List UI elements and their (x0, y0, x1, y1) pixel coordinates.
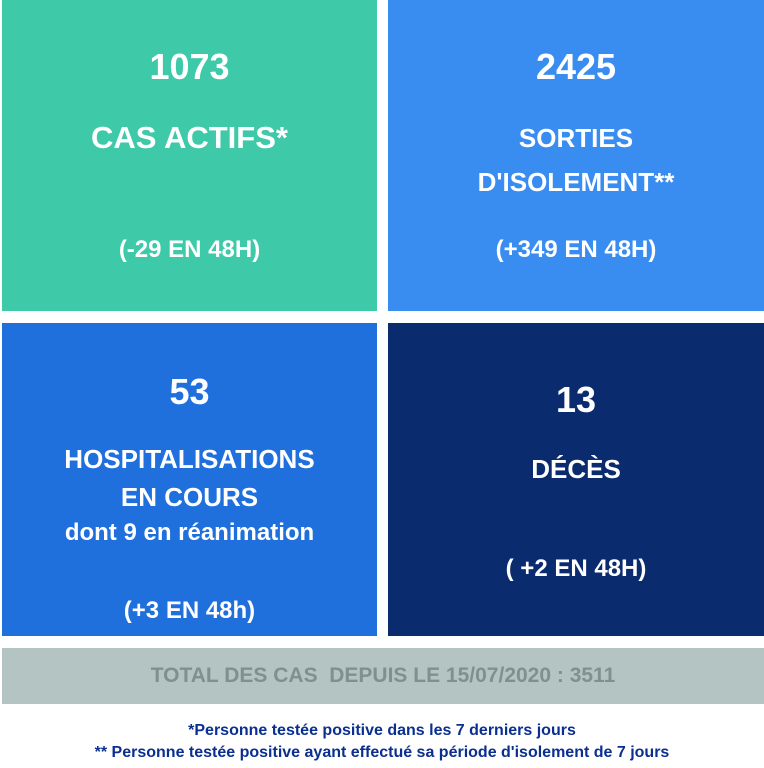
isolation-exits-label-2: D'ISOLEMENT** (477, 167, 675, 197)
hospitalisations-label-1: HOSPITALISATIONS (64, 444, 315, 474)
footnote-1: *Personne testée positive dans les 7 derniers jours (188, 722, 576, 739)
isolation-exits-delta: (+349 EN 48H) (495, 236, 657, 263)
active-cases-delta: (-29 EN 48H) (118, 236, 261, 263)
hospitalisations-delta: (+3 EN 48h) (123, 597, 256, 624)
active-cases-tile (2, 0, 377, 311)
hospitalisations-tile (2, 323, 377, 636)
hospitalisations-icu: dont 9 en réanimation (64, 519, 315, 546)
deaths-value: 13 (555, 379, 597, 420)
hospitalisations-value: 53 (169, 371, 210, 412)
active-cases-label: CAS ACTIFS* (91, 120, 288, 155)
deaths-delta: ( +2 EN 48H) (505, 555, 647, 582)
deaths-label: DÉCÈS (531, 454, 621, 484)
deaths-tile (388, 323, 764, 636)
hospitalisations-label-2: EN COURS (120, 482, 259, 512)
active-cases-value: 1073 (149, 46, 230, 87)
footnote-2: ** Personne testée positive ayant effectué sa période d'isolement de 7 jours (94, 744, 670, 761)
isolation-exits-label-1: SORTIES (518, 123, 634, 153)
isolation-exits-value: 2425 (535, 46, 617, 87)
total-cases-bar: TOTAL DES CAS DEPUIS LE 15/07/2020 : 3511 (2, 648, 764, 704)
isolation-exits-tile (388, 0, 764, 311)
